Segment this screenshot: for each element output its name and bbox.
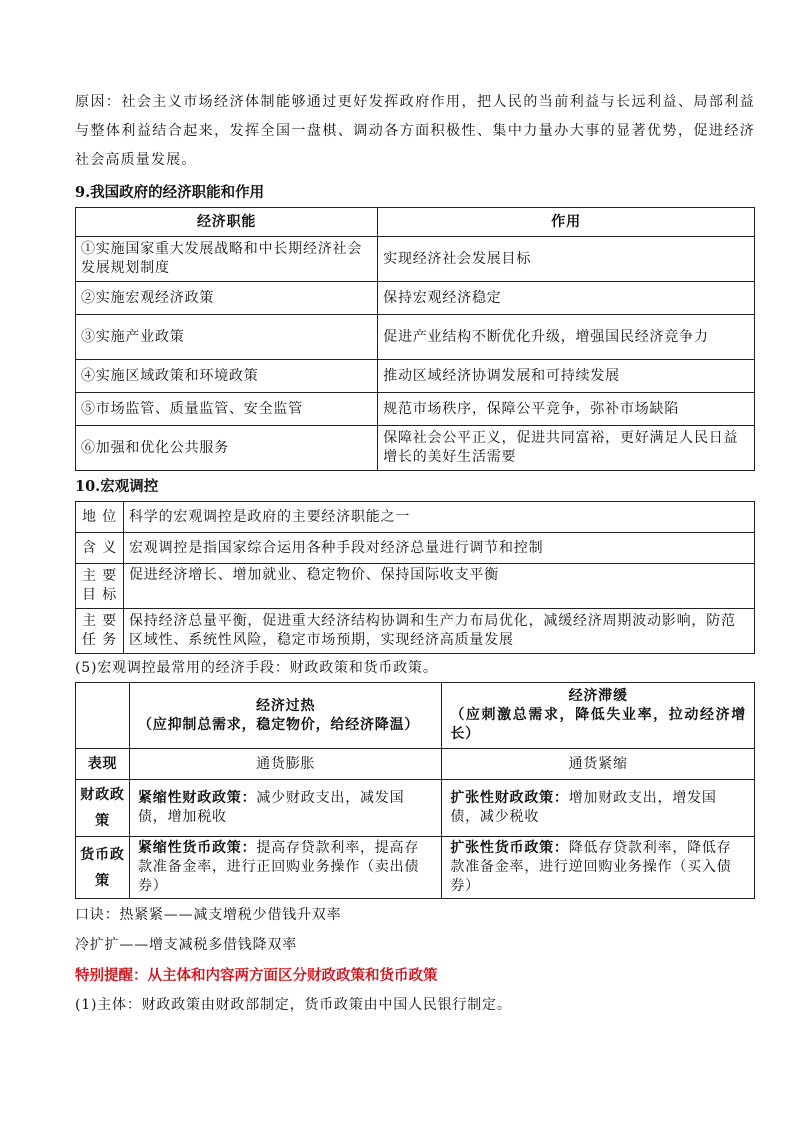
row-label: 地位 [76,502,124,533]
table-row [76,426,755,471]
function-cell: ①实施国家重大发展战略和中长期经济社会发展规划制度 [76,237,378,282]
overheat-cell [130,780,442,837]
slowdown-cell [442,780,755,837]
table-row [76,564,755,609]
role-cell: 保持宏观经济稳定 [378,282,755,315]
row-content: 保持经济总量平衡，促进重大经济结构协调和生产力布局优化，减缓经济周期波动影响，防范区域性、系统性风险，稳定市场预期，实现经济高质量发展 [124,609,755,654]
section-10-title: 10.宏观调控 [75,478,159,495]
reminder-point-1: (1)主体：财政政策由财政部制定，货币政策由中国人民银行制定。 [75,997,512,1013]
header-function: 经济职能 [76,208,378,237]
slowdown-text: 增加财政支出，增发国债，减少税收 [450,790,717,825]
table-row [76,315,755,360]
row-content: 宏观调控是指国家综合运用各种手段对经济总量进行调节和控制 [124,533,755,564]
table-row [76,237,755,282]
slowdown-title: 经济滞缓 [568,688,628,704]
special-reminder-title: 特别提醒：从主体和内容两方面区分财政政策和货币政策 [75,967,438,984]
overheat-text: 通货膨胀 [256,755,316,772]
function-cell: ②实施宏观经济政策 [76,282,378,315]
table-header-row [76,208,755,237]
slowdown-header [442,683,755,749]
overheat-title: 经济过热 [256,697,316,714]
table-row [76,533,755,564]
function-cell: ④实施区域政策和环境政策 [76,360,378,393]
row-content: 促进经济增长、增加就业、稳定物价、保持国际收支平衡 [124,564,755,609]
overheat-cell [130,749,442,780]
macro-control-table [75,501,755,654]
role-cell: 保障社会公平正义，促进共同富裕，更好满足人民日益增长的美好生活需要 [378,426,755,471]
table-row [76,780,755,837]
table-row [76,749,755,780]
slowdown-policy-name: 扩张性货币政策： [450,840,569,856]
overheat-text: 提高存贷款利率，提高存款准备金率，进行正回购业务操作（卖出债券） [138,840,420,894]
table-row [76,282,755,315]
intro-paragraph: 原因：社会主义市场经济体制能够通过更好发挥政府作用，把人民的当前利益与长远利益、局部利益与整体利益结合起来，发挥全国一盘棋、调动各方面积极性、集中力量办大事的显著优势，促进经济社会高质量发展。 [75,94,755,168]
row-label: 主要任务 [76,609,124,654]
slowdown-policy-name: 扩张性财政政策： [450,790,569,806]
table-row [76,502,755,533]
role-cell: 实现经济社会发展目标 [378,237,755,282]
overheat-subtitle: （应抑制总需求，稳定物价，给经济降温） [138,716,420,733]
table-row [76,837,755,899]
function-cell: ③实施产业政策 [76,315,378,360]
slowdown-cell [442,837,755,899]
economic-functions-table [75,207,755,471]
function-cell: ⑤市场监管、质量监管、安全监管 [76,393,378,426]
row-label: 主要目标 [76,564,124,609]
document-page [75,88,755,1017]
row-label: 表现 [76,749,130,780]
role-cell: 促进产业结构不断优化升级，增强国民经济竞争力 [378,315,755,360]
row-label: 含义 [76,533,124,564]
table-row [76,360,755,393]
overheat-policy-name: 紧缩性货币政策： [138,840,257,856]
mnemonic-cold: 冷扩扩——增支减税多借钱降双率 [75,937,297,953]
table-row [76,393,755,426]
function-cell: ⑥加强和优化公共服务 [76,426,378,471]
slowdown-text: 通货紧缩 [568,755,628,772]
row-label: 货币政策 [76,837,130,899]
section-9-title: 9.我国政府的经济职能和作用 [75,184,265,201]
role-cell: 推动区域经济协调发展和可持续发展 [378,360,755,393]
header-role: 作用 [378,208,755,237]
overheat-text: 减少财政支出，减发国债，增加税收 [138,790,405,825]
row-label: 财政政策 [76,780,130,837]
macro-means-text: (5)宏观调控最常用的经济手段：财政政策和货币政策。 [75,660,438,676]
row-content: 科学的宏观调控是政府的主要经济职能之一 [124,502,755,533]
slowdown-cell [442,749,755,780]
overheat-policy-name: 紧缩性财政政策： [138,790,257,806]
overheat-header [130,683,442,749]
overheat-cell [130,837,442,899]
table-row [76,609,755,654]
policy-table [75,682,755,899]
slowdown-text: 降低存贷款利率，降低存款准备金率，进行逆回购业务操作（买入债券） [450,840,732,894]
policy-header-row [76,683,755,749]
role-cell: 规范市场秩序，保障公平竞争，弥补市场缺陷 [378,393,755,426]
corner-cell [76,683,130,749]
mnemonic-hot: 口诀：热紧紧——减支增税少借钱升双率 [75,907,342,923]
slowdown-subtitle: （应刺激总需求，降低失业率，拉动经济增长） [450,707,746,742]
